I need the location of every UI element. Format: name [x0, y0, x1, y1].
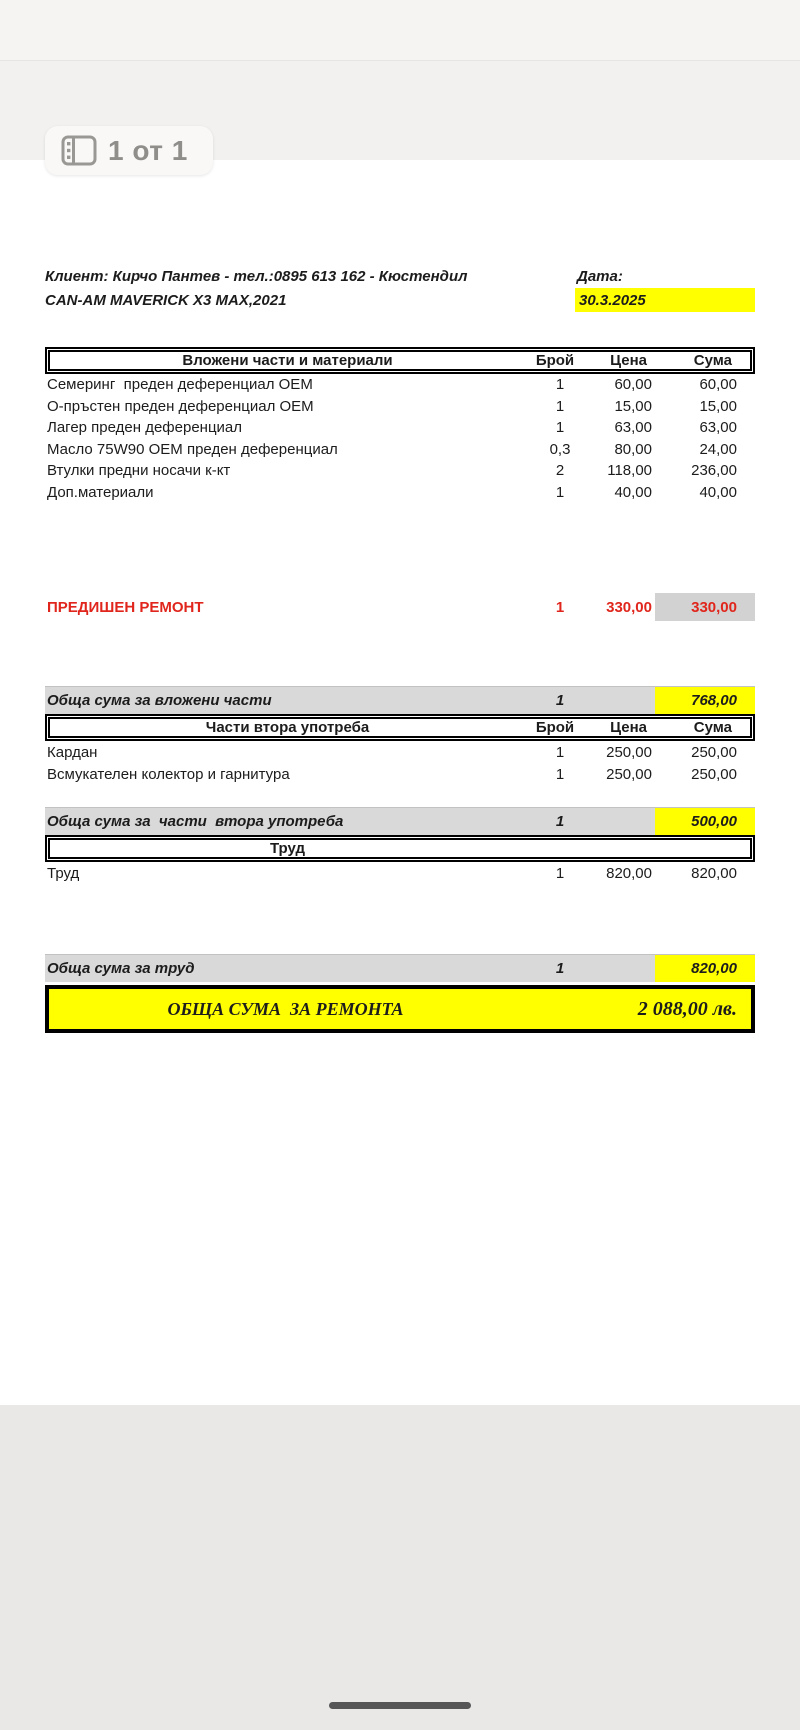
date-value-cell	[575, 288, 755, 312]
row-price: 15,00	[614, 397, 652, 415]
row-name: Лагер преден деференциал	[47, 419, 243, 437]
sheet-icon	[61, 135, 97, 166]
row-sum: 250,00	[691, 765, 737, 783]
row-qty: 1	[555, 743, 565, 761]
row-qty: 1	[555, 765, 565, 783]
vehicle-line: CAN-AM MAVERICK X3 MAX,2021	[45, 291, 287, 309]
previous-repair-label: ПРЕДИШЕН РЕМОНТ	[47, 598, 204, 616]
home-indicator[interactable]	[329, 1702, 471, 1709]
summary-total-cell: 768,00	[655, 687, 755, 714]
row-name: Втулки предни носачи к-кт	[47, 462, 231, 480]
grand-total-label: ОБЩА СУМА ЗА РЕМОНТА	[167, 998, 404, 1019]
vehicle-header-row	[45, 287, 755, 313]
summary-label: Обща сума за труд	[47, 960, 195, 977]
row-qty: 1	[555, 483, 565, 501]
document-page[interactable]	[0, 160, 800, 1405]
col-header-qty: Брой	[535, 352, 575, 369]
row-sum: 820,00	[691, 864, 737, 882]
summary-parts-row	[45, 686, 755, 714]
row-qty: 1	[555, 419, 565, 437]
table-row	[45, 460, 755, 482]
status-bar-area	[0, 0, 800, 61]
table-row	[45, 439, 755, 461]
summary-qty: 1	[555, 960, 565, 977]
row-price: 250,00	[606, 765, 652, 783]
previous-repair-sum-cell: 330,00	[655, 593, 755, 621]
col-header-price: Цена	[610, 352, 647, 369]
summary-label: Обща сума за части втора употреба	[47, 813, 344, 830]
row-price: 40,00	[614, 483, 652, 501]
col-header-sum: Сума	[693, 719, 732, 736]
previous-repair-row	[45, 593, 755, 621]
row-sum: 60,00	[699, 376, 737, 394]
table-row	[45, 741, 755, 763]
page-indicator-label: 1 от 1	[108, 134, 188, 166]
col-header-sum: Сума	[693, 352, 732, 369]
row-name: Кардан	[47, 743, 98, 761]
summary-used-parts-row	[45, 807, 755, 835]
row-name: Всмукателен колектор и гарнитура	[47, 765, 290, 783]
used-parts-table-header	[45, 714, 755, 741]
table-row	[45, 862, 755, 884]
table-row	[45, 417, 755, 439]
labor-table-header	[45, 835, 755, 862]
row-qty: 1	[555, 397, 565, 415]
row-qty: 1	[555, 376, 565, 394]
parts-table-title: Вложени части и материали	[182, 352, 393, 369]
client-line: Клиент: Кирчо Пантев - тел.:0895 613 162 - Кюстендил	[45, 267, 468, 285]
grand-total-banner	[45, 985, 755, 1033]
date-label: Дата:	[577, 267, 623, 285]
row-sum: 63,00	[699, 419, 737, 437]
row-price: 820,00	[606, 864, 652, 882]
row-sum: 40,00	[699, 483, 737, 501]
labor-table-title: Труд	[269, 840, 306, 857]
row-qty: 1	[555, 598, 565, 616]
table-row	[45, 396, 755, 418]
row-name: Масло 75W90 ОЕМ преден деференциал	[47, 440, 338, 458]
parts-table-header	[45, 347, 755, 374]
row-qty: 0,3	[549, 440, 571, 458]
grand-total-value: 2 088,00 лв.	[637, 997, 737, 1020]
summary-label: Обща сума за вложени части	[47, 692, 272, 709]
page-indicator-pill[interactable]	[45, 126, 213, 175]
row-sum: 24,00	[699, 440, 737, 458]
col-header-price: Цена	[610, 719, 647, 736]
row-name: Труд	[47, 864, 80, 882]
row-name: Доп.материали	[47, 483, 154, 501]
row-price: 250,00	[606, 743, 652, 761]
table-row	[45, 763, 755, 785]
row-qty: 2	[555, 462, 565, 480]
row-qty: 1	[555, 864, 565, 882]
row-name: О-пръстен преден деференциал ОЕМ	[47, 397, 314, 415]
summary-total-cell: 820,00	[655, 955, 755, 982]
col-header-qty: Брой	[535, 719, 575, 736]
table-row	[45, 482, 755, 504]
summary-qty: 1	[555, 692, 565, 709]
summary-labor-row	[45, 954, 755, 982]
row-price: 118,00	[607, 462, 652, 480]
used-parts-table-title: Части втора употреба	[205, 719, 370, 736]
row-price: 330,00	[606, 598, 652, 616]
row-name: Семеринг преден деференциал ОЕМ	[47, 376, 313, 394]
summary-total-cell: 500,00	[655, 808, 755, 835]
viewer-top-chrome	[0, 0, 800, 166]
table-row	[45, 374, 755, 396]
date-value: 30.3.2025	[579, 291, 646, 309]
row-price: 63,00	[614, 419, 652, 437]
viewer-bottom-chrome	[0, 1404, 800, 1730]
row-sum: 250,00	[691, 743, 737, 761]
row-price: 80,00	[614, 440, 652, 458]
row-sum: 236,00	[691, 462, 737, 480]
summary-qty: 1	[555, 813, 565, 830]
row-sum: 15,00	[699, 397, 737, 415]
client-header-row	[45, 265, 755, 287]
row-price: 60,00	[614, 376, 652, 394]
